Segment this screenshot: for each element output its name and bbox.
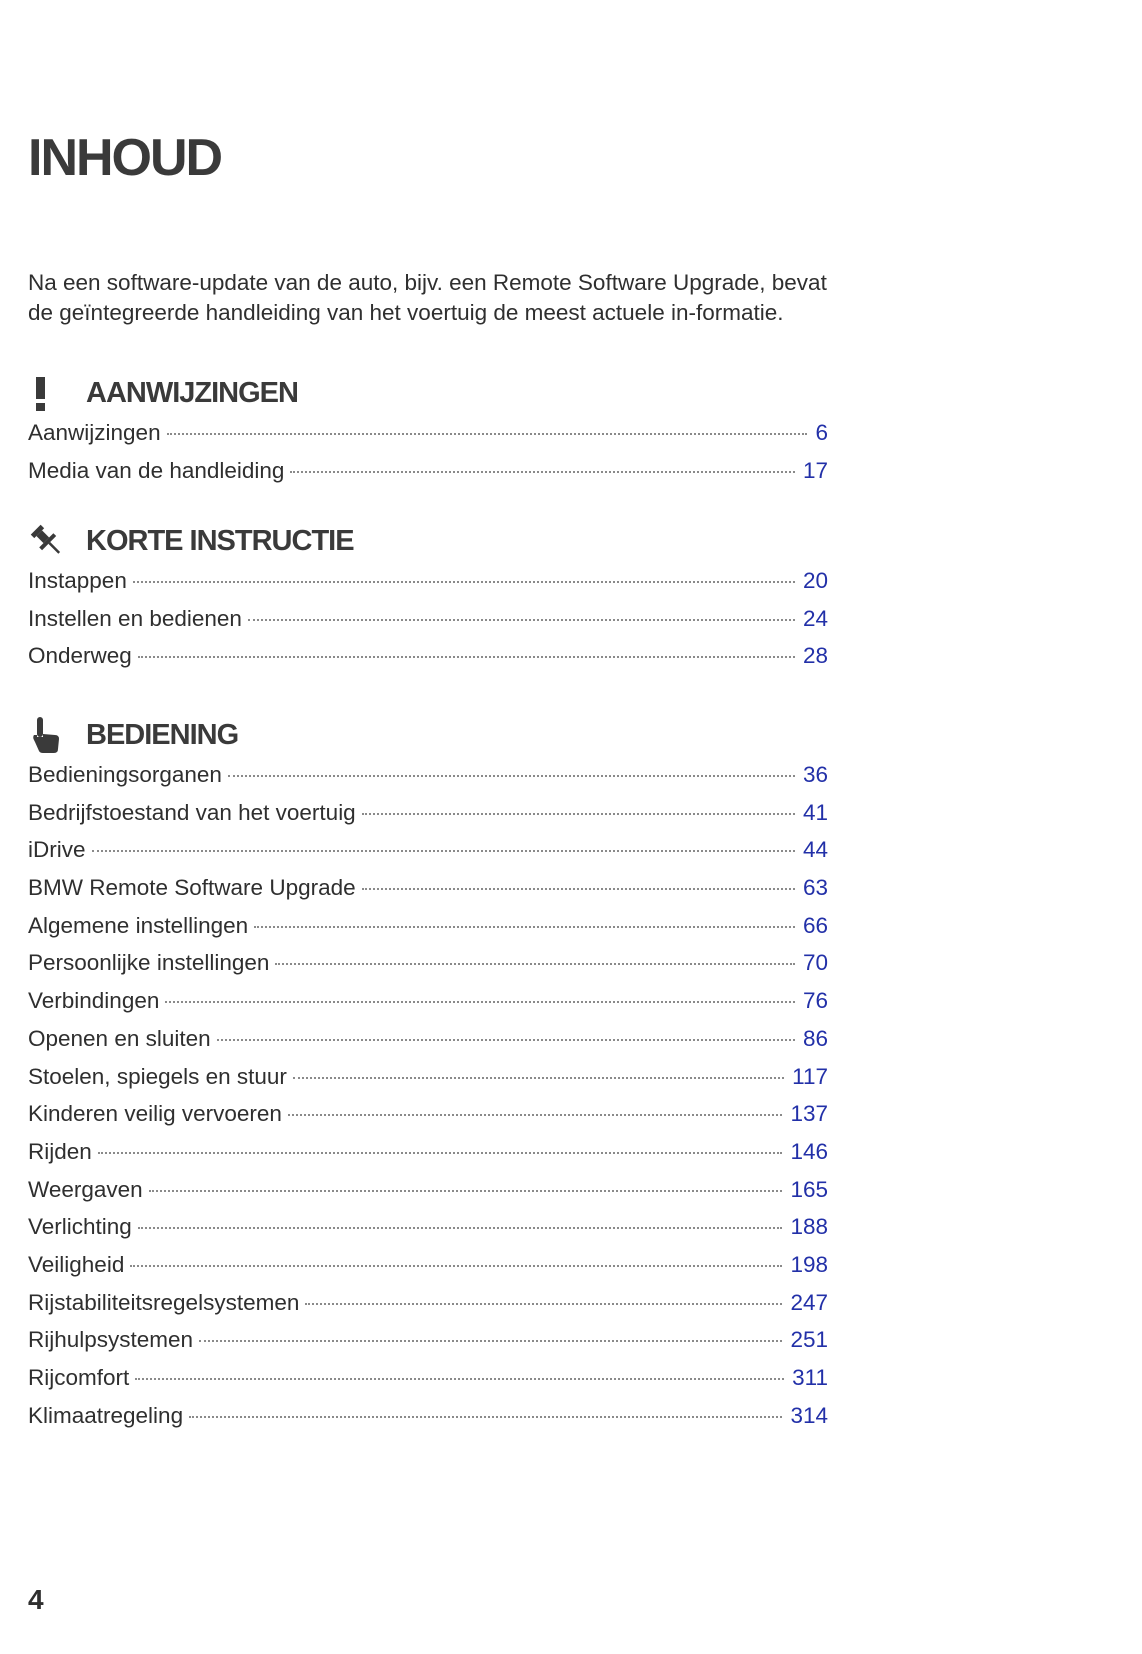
pushpin-icon xyxy=(28,518,74,564)
toc-list xyxy=(28,762,828,1440)
toc-entry[interactable] xyxy=(28,1403,828,1441)
toc-entry[interactable] xyxy=(28,1139,828,1177)
toc-page-link[interactable]: 314 xyxy=(790,1402,828,1428)
toc-entry-label: BMW Remote Software Upgrade xyxy=(28,875,356,901)
toc-page-link[interactable]: 17 xyxy=(802,457,828,483)
section-title: AANWIJZINGEN xyxy=(86,376,298,409)
toc-page-link[interactable]: 188 xyxy=(790,1214,828,1240)
toc-page-link[interactable]: 20 xyxy=(802,568,828,593)
toc-entry-label: Weergaven xyxy=(28,1176,143,1202)
section-title: KORTE INSTRUCTIE xyxy=(86,524,354,557)
dot-leader xyxy=(130,1265,782,1267)
dot-leader xyxy=(248,619,795,621)
toc-entry[interactable] xyxy=(28,837,828,875)
exclamation-icon xyxy=(28,370,74,416)
dot-leader xyxy=(362,813,795,815)
dot-leader xyxy=(138,656,795,658)
toc-page-link[interactable]: 36 xyxy=(802,762,828,787)
toc-entry-label: Rijden xyxy=(28,1138,92,1164)
dot-leader xyxy=(293,1077,784,1079)
toc-entry-instellen[interactable] xyxy=(28,606,828,644)
toc-page-link[interactable]: 146 xyxy=(790,1138,828,1164)
toc-entry-label: Media van de handleiding xyxy=(28,457,285,483)
section-aanwijzingen xyxy=(28,370,828,495)
toc-entry[interactable] xyxy=(28,1026,828,1064)
toc-entry-label: Verlichting xyxy=(28,1214,132,1240)
dot-leader xyxy=(254,926,795,928)
toc-page-link[interactable]: 41 xyxy=(802,799,828,825)
section-korte-instructie xyxy=(28,518,828,681)
toc-entry-instappen[interactable] xyxy=(28,568,828,606)
dot-leader xyxy=(133,581,795,583)
toc-entry[interactable] xyxy=(28,762,828,800)
toc-entry-label: Instappen xyxy=(28,568,127,593)
toc-page-link[interactable]: 44 xyxy=(802,837,828,863)
dot-leader xyxy=(362,888,795,890)
toc-page-link[interactable]: 6 xyxy=(815,420,828,445)
toc-entry[interactable] xyxy=(28,1177,828,1215)
toc-list xyxy=(28,568,828,681)
dot-leader xyxy=(189,1416,782,1418)
toc-entry-label: Rijstabiliteitsregelsystemen xyxy=(28,1289,300,1315)
page-number: 4 xyxy=(28,1584,44,1615)
toc-page-link[interactable]: 24 xyxy=(802,605,828,631)
toc-page-link[interactable]: 137 xyxy=(790,1101,828,1127)
toc-page-link[interactable]: 165 xyxy=(790,1176,828,1202)
toc-entry[interactable] xyxy=(28,1290,828,1328)
toc-entry[interactable] xyxy=(28,1365,828,1403)
toc-page-link[interactable]: 86 xyxy=(802,1025,828,1051)
dot-leader xyxy=(275,963,795,965)
toc-entry-media[interactable] xyxy=(28,458,828,496)
toc-entry-label: Stoelen, spiegels en stuur xyxy=(28,1063,287,1089)
toc-entry-label: Persoonlijke instellingen xyxy=(28,950,270,976)
toc-page-link[interactable]: 117 xyxy=(792,1063,828,1089)
toc-entry-label: Kinderen veilig vervoeren xyxy=(28,1101,282,1127)
page-title: INHOUD xyxy=(28,129,222,187)
toc-entry[interactable] xyxy=(28,988,828,1026)
dot-leader xyxy=(288,1114,783,1116)
toc-page-link[interactable]: 251 xyxy=(790,1327,828,1353)
dot-leader xyxy=(135,1378,784,1380)
section-header xyxy=(28,712,828,758)
toc-entry-label: Instellen en bedienen xyxy=(28,605,242,631)
toc-entry-label: Verbindingen xyxy=(28,988,160,1014)
toc-entry-label: iDrive xyxy=(28,837,86,863)
toc-page-link[interactable]: 311 xyxy=(792,1365,828,1390)
toc-page-link[interactable]: 247 xyxy=(790,1289,828,1315)
toc-entry-label: Aanwijzingen xyxy=(28,420,161,445)
toc-entry[interactable] xyxy=(28,1214,828,1252)
toc-entry[interactable] xyxy=(28,1252,828,1290)
toc-entry-label: Klimaatregeling xyxy=(28,1402,184,1428)
toc-entry-label: Rijcomfort xyxy=(28,1365,130,1390)
toc-entry-label: Onderweg xyxy=(28,643,132,669)
toc-entry-label: Veiligheid xyxy=(28,1251,125,1277)
toc-entry[interactable] xyxy=(28,1327,828,1365)
toc-page-link[interactable]: 66 xyxy=(802,912,828,938)
toc-page-link[interactable]: 28 xyxy=(802,643,828,669)
dot-leader xyxy=(149,1190,783,1192)
dot-leader xyxy=(199,1340,782,1342)
toc-entry[interactable] xyxy=(28,800,828,838)
toc-entry-aanwijzingen[interactable] xyxy=(28,420,828,458)
toc-page-link[interactable]: 198 xyxy=(790,1251,828,1277)
pointing-hand-icon xyxy=(28,712,74,758)
toc-page-link[interactable]: 63 xyxy=(802,875,828,901)
toc-entry[interactable] xyxy=(28,913,828,951)
section-title: BEDIENING xyxy=(86,718,239,751)
dot-leader xyxy=(217,1039,795,1041)
intro-text: Na een software-update van de auto, bijv. een Remote Software Upgrade, bevat de geïntegreerde handleiding van het voertuig de meest actuele in-formatie. xyxy=(28,270,827,325)
toc-list xyxy=(28,420,828,495)
toc-entry-label: Algemene instellingen xyxy=(28,912,249,938)
section-header xyxy=(28,370,828,416)
toc-entry-label: Bedieningsorganen xyxy=(28,762,222,787)
dot-leader xyxy=(92,850,795,852)
section-header xyxy=(28,518,828,564)
toc-entry[interactable] xyxy=(28,950,828,988)
section-bediening xyxy=(28,712,828,1440)
toc-page-link[interactable]: 76 xyxy=(802,988,828,1014)
toc-entry[interactable] xyxy=(28,1064,828,1102)
toc-entry[interactable] xyxy=(28,1101,828,1139)
dot-leader xyxy=(138,1227,783,1229)
dot-leader xyxy=(98,1152,783,1154)
toc-page-link[interactable]: 70 xyxy=(802,950,828,976)
toc-entry-label: Bedrijfstoestand van het voertuig xyxy=(28,799,356,825)
toc-entry[interactable] xyxy=(28,875,828,913)
toc-entry-label: Openen en sluiten xyxy=(28,1025,211,1051)
dot-leader xyxy=(165,1001,795,1003)
dot-leader xyxy=(228,775,795,777)
toc-entry-onderweg[interactable] xyxy=(28,643,828,681)
dot-leader xyxy=(305,1303,782,1305)
dot-leader xyxy=(290,471,795,473)
dot-leader xyxy=(167,433,808,435)
toc-entry-label: Rijhulpsystemen xyxy=(28,1327,194,1353)
